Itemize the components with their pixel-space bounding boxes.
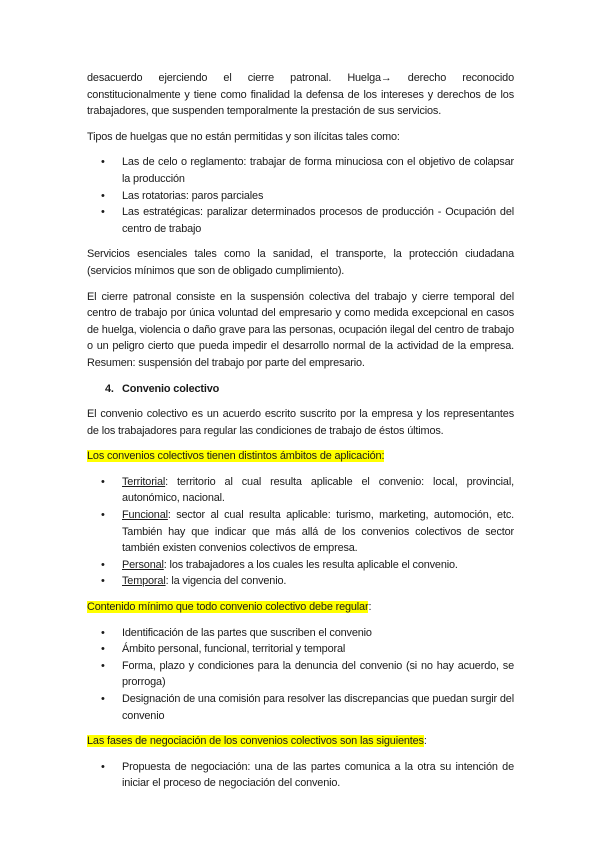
list-contenido-minimo: [87, 625, 514, 725]
term-territorial: Territorial: [122, 475, 166, 488]
bullet-icon: •: [101, 575, 105, 588]
list-item: • Personal: los trabajadores a los cuales les resulta aplicable el convenio.: [87, 557, 514, 574]
document-body: [87, 70, 514, 801]
highlighted-text: Los convenios colectivos tienen distintos ámbitos de aplicación:: [87, 450, 385, 463]
bullet-icon: •: [101, 475, 105, 488]
highlighted-text: Contenido mínimo que todo convenio colectivo debe regular: [87, 601, 369, 614]
list-item: • Temporal: la vigencia del convenio.: [87, 573, 514, 590]
bullet-icon: •: [101, 156, 105, 169]
bullet-icon: •: [101, 189, 105, 202]
section-heading: [87, 381, 514, 398]
list-item: • Ámbito personal, funcional, territorial y temporal: [87, 641, 514, 658]
term-temporal: Temporal: [122, 575, 166, 588]
highlight-ambitos-heading: [87, 448, 514, 465]
bullet-icon: •: [101, 626, 105, 639]
list-item: • Propuesta de negociación: una de las partes comunica a la otra su intención de iniciar el proceso de negociación del convenio.: [101, 760, 514, 790]
list-huelgas-ilicitas: [87, 154, 514, 237]
highlight-fases-heading: Las fases de negociación de los convenios colectivos son las siguientes:: [87, 735, 427, 748]
list-item: • Territorial: territorio al cual resulta aplicable el convenio: local, provincial, autonómico, nacional.: [101, 475, 514, 505]
bullet-icon: •: [101, 643, 105, 656]
bullet-icon: •: [101, 558, 105, 571]
paragraph-huelga-intro: desacuerdo ejerciendo el cierre patronal. Huelga→ derecho reconocido constitucionalmente y tiene como finalidad la defensa de los intereses y derechos de los trabajadores, que suspenden temporalmente la prestación de sus servicios.: [87, 72, 514, 118]
highlighted-text: Las fases de negociación de los convenios colectivos son las siguientes: [87, 735, 424, 748]
section-title: Convenio colectivo: [122, 382, 220, 395]
paragraph-tipos-huelgas: Tipos de huelgas que no están permitidas y son ilícitas tales como:: [87, 130, 400, 143]
highlight-contenido-heading: Contenido mínimo que todo convenio colectivo debe regular:: [87, 601, 372, 614]
list-item: • Las de celo o reglamento: trabajar de forma minuciosa con el objetivo de colapsar la producción: [101, 156, 514, 185]
paragraph-cierre-patronal: El cierre patronal consiste en la suspensión colectiva del trabajo y cierre temporal del centro de trabajo por única voluntad del empresario y como medida excepcional en casos de huelga, violencia o daño grave para las personas, ocupación ilegal del centro de trabajo o un peligro cierto que pueda impedir el desarrollo normal de la actividad de la empresa. Resumen: suspensión del trabajo por parte del empresario.: [87, 290, 514, 369]
bullet-icon: •: [101, 693, 105, 705]
bullet-icon: •: [101, 659, 105, 672]
list-fases-negociacion: [87, 759, 514, 792]
list-item: • Funcional: sector al cual resulta aplicable: turismo, marketing, automoción, etc. También hay que indicar que más allá de los convenios colectivos de sector también existen convenios colectivos de empresa.: [101, 509, 514, 555]
list-item: • Identificación de las partes que suscriben el convenio: [87, 625, 514, 642]
term-personal: Personal: [122, 558, 164, 571]
list-ambitos: [87, 474, 514, 590]
bullet-icon: •: [101, 760, 105, 773]
term-funcional: Funcional: [122, 509, 168, 522]
list-item: • Las rotatorias: paros parciales: [87, 188, 514, 205]
section-number: 4.: [105, 382, 114, 395]
list-item: • Las estratégicas: paralizar determinados procesos de producción - Ocupación del centro de trabajo: [101, 206, 514, 235]
paragraph-convenio-definicion: El convenio colectivo es un acuerdo escrito suscrito por la empresa y los representantes de los trabajadores para regular las condiciones de trabajo de éstos últimos.: [87, 408, 514, 437]
list-item: • Forma, plazo y condiciones para la denuncia del convenio (si no hay acuerdo, se prorroga): [101, 659, 514, 689]
list-item: • Designación de una comisión para resolver las discrepancias que puedan surgir del convenio: [101, 693, 514, 722]
paragraph-servicios-esenciales: Servicios esenciales tales como la sanidad, el transporte, la protección ciudadana (servicios mínimos que son de obligado cumplimiento).: [87, 248, 514, 277]
bullet-icon: •: [101, 206, 105, 219]
bullet-icon: •: [101, 509, 105, 522]
